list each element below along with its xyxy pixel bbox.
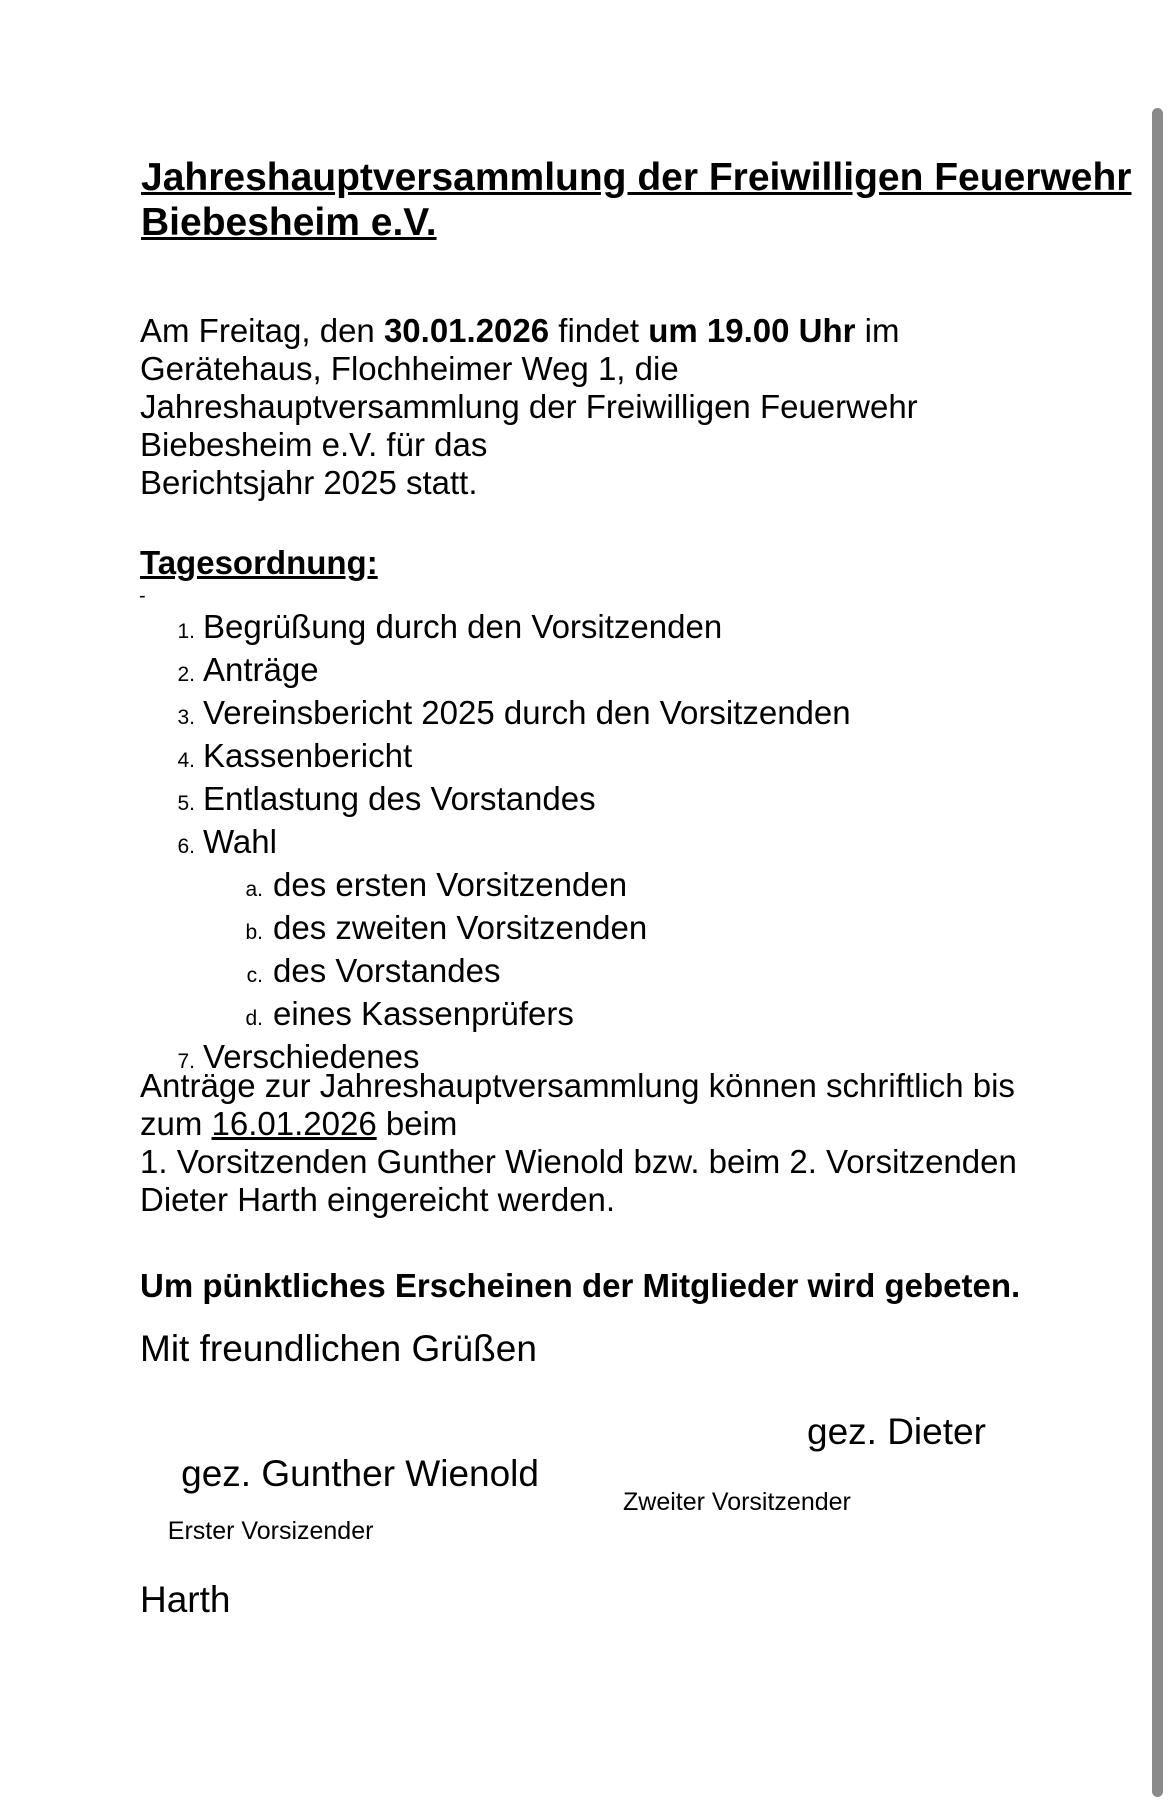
signature-left-name: gez. Gunther Wienold bbox=[181, 1453, 539, 1494]
list-item-text: Wahl bbox=[203, 823, 277, 860]
text-line bbox=[140, 388, 918, 426]
agenda-item bbox=[140, 909, 851, 952]
signature-left-role: Erster Vorsizender bbox=[167, 1517, 374, 1545]
agenda-item bbox=[140, 651, 851, 694]
list-marker: d. bbox=[245, 1007, 263, 1030]
closing-greeting: Mit freundlichen Grüßen bbox=[140, 1328, 537, 1369]
agenda-item bbox=[140, 737, 851, 780]
list-marker: 5. bbox=[177, 792, 195, 815]
list-item-text: Entlastung des Vorstandes bbox=[203, 780, 596, 817]
list-marker: 4. bbox=[177, 749, 195, 772]
text-segment: um 19.00 Uhr bbox=[648, 312, 856, 349]
signature-right-name: gez. Dieter bbox=[807, 1411, 986, 1452]
text-line bbox=[140, 1105, 1017, 1143]
list-item-text: Begrüßung durch den Vorsitzenden bbox=[203, 608, 723, 645]
text-line bbox=[140, 1181, 1017, 1219]
text-segment: Anträge zur Jahreshauptversammlung können schriftlich bis bbox=[140, 1067, 1015, 1104]
agenda-item bbox=[140, 780, 851, 823]
list-marker: b. bbox=[245, 921, 263, 944]
agenda-item bbox=[140, 952, 851, 995]
dash-line: - bbox=[139, 585, 146, 607]
text-segment: Jahreshauptversammlung der Freiwilligen Feuerwehr bbox=[140, 388, 918, 425]
text-segment: findet bbox=[549, 312, 649, 349]
agenda-item bbox=[140, 608, 851, 651]
list-marker: 6. bbox=[177, 835, 195, 858]
text-segment: Biebesheim e.V. für das bbox=[140, 426, 488, 463]
intro-paragraph bbox=[140, 312, 918, 502]
vertical-scrollbar-thumb[interactable] bbox=[1152, 108, 1163, 1797]
list-marker: 7. bbox=[177, 1050, 195, 1073]
signature-right-role: Zweiter Vorsitzender bbox=[623, 1488, 851, 1516]
list-marker: a. bbox=[245, 878, 263, 901]
text-segment: Dieter Harth eingereicht werden. bbox=[140, 1181, 616, 1218]
signature-roles-line bbox=[140, 1488, 1040, 1604]
text-line bbox=[140, 312, 918, 350]
agenda-item bbox=[140, 995, 851, 1038]
agenda-heading: Tagesordnung: bbox=[140, 544, 378, 581]
deadline-paragraph bbox=[140, 1067, 1017, 1219]
list-item-text: Vereinsbericht 2025 durch den Vorsitzenden bbox=[203, 694, 851, 731]
text-line bbox=[140, 1067, 1017, 1105]
list-item-text: Anträge bbox=[203, 651, 319, 688]
text-segment: 16.01.2026 bbox=[211, 1105, 377, 1142]
agenda-list bbox=[140, 608, 851, 1081]
title-line: Biebesheim e.V. bbox=[141, 201, 437, 244]
text-line bbox=[140, 464, 918, 502]
list-item-text: eines Kassenprüfers bbox=[273, 995, 574, 1032]
text-segment: im bbox=[855, 312, 900, 349]
list-item-text: Verschiedenes bbox=[203, 1038, 420, 1075]
title-line: Jahreshauptversammlung der Freiwilligen Feuerwehr bbox=[141, 156, 1132, 199]
list-marker: c. bbox=[246, 964, 263, 987]
text-segment: 30.01.2026 bbox=[383, 312, 550, 349]
list-item-text: des Vorstandes bbox=[273, 952, 501, 989]
signature-wrap-line: Harth bbox=[140, 1579, 231, 1620]
list-item-text: des zweiten Vorsitzenden bbox=[273, 909, 648, 946]
text-segment: beim bbox=[376, 1105, 458, 1142]
list-marker: 3. bbox=[177, 706, 195, 729]
text-line bbox=[140, 350, 918, 388]
agenda-item bbox=[140, 694, 851, 737]
document-title bbox=[141, 155, 1131, 245]
list-marker: 1. bbox=[177, 620, 195, 643]
text-line bbox=[140, 1143, 1017, 1181]
text-segment: Berichtsjahr 2025 statt. bbox=[140, 464, 478, 501]
text-segment: zum bbox=[140, 1105, 212, 1142]
agenda-item bbox=[140, 823, 851, 866]
signature-roles bbox=[140, 1488, 1040, 1604]
agenda-item bbox=[140, 866, 851, 909]
text-segment: Am Freitag, den bbox=[140, 312, 384, 349]
list-item-text: Kassenbericht bbox=[203, 737, 413, 774]
text-segment: 1. Vorsitzenden Gunther Wienold bzw. beim 2. Vorsitzenden bbox=[140, 1143, 1017, 1180]
list-marker: 2. bbox=[177, 663, 195, 686]
text-segment: Gerätehaus, Flochheimer Weg 1, die bbox=[140, 350, 679, 387]
punctuality-note: Um pünktliches Erscheinen der Mitglieder wird gebeten. bbox=[140, 1267, 1021, 1304]
list-item-text: des ersten Vorsitzenden bbox=[273, 866, 628, 903]
text-line bbox=[140, 426, 918, 464]
